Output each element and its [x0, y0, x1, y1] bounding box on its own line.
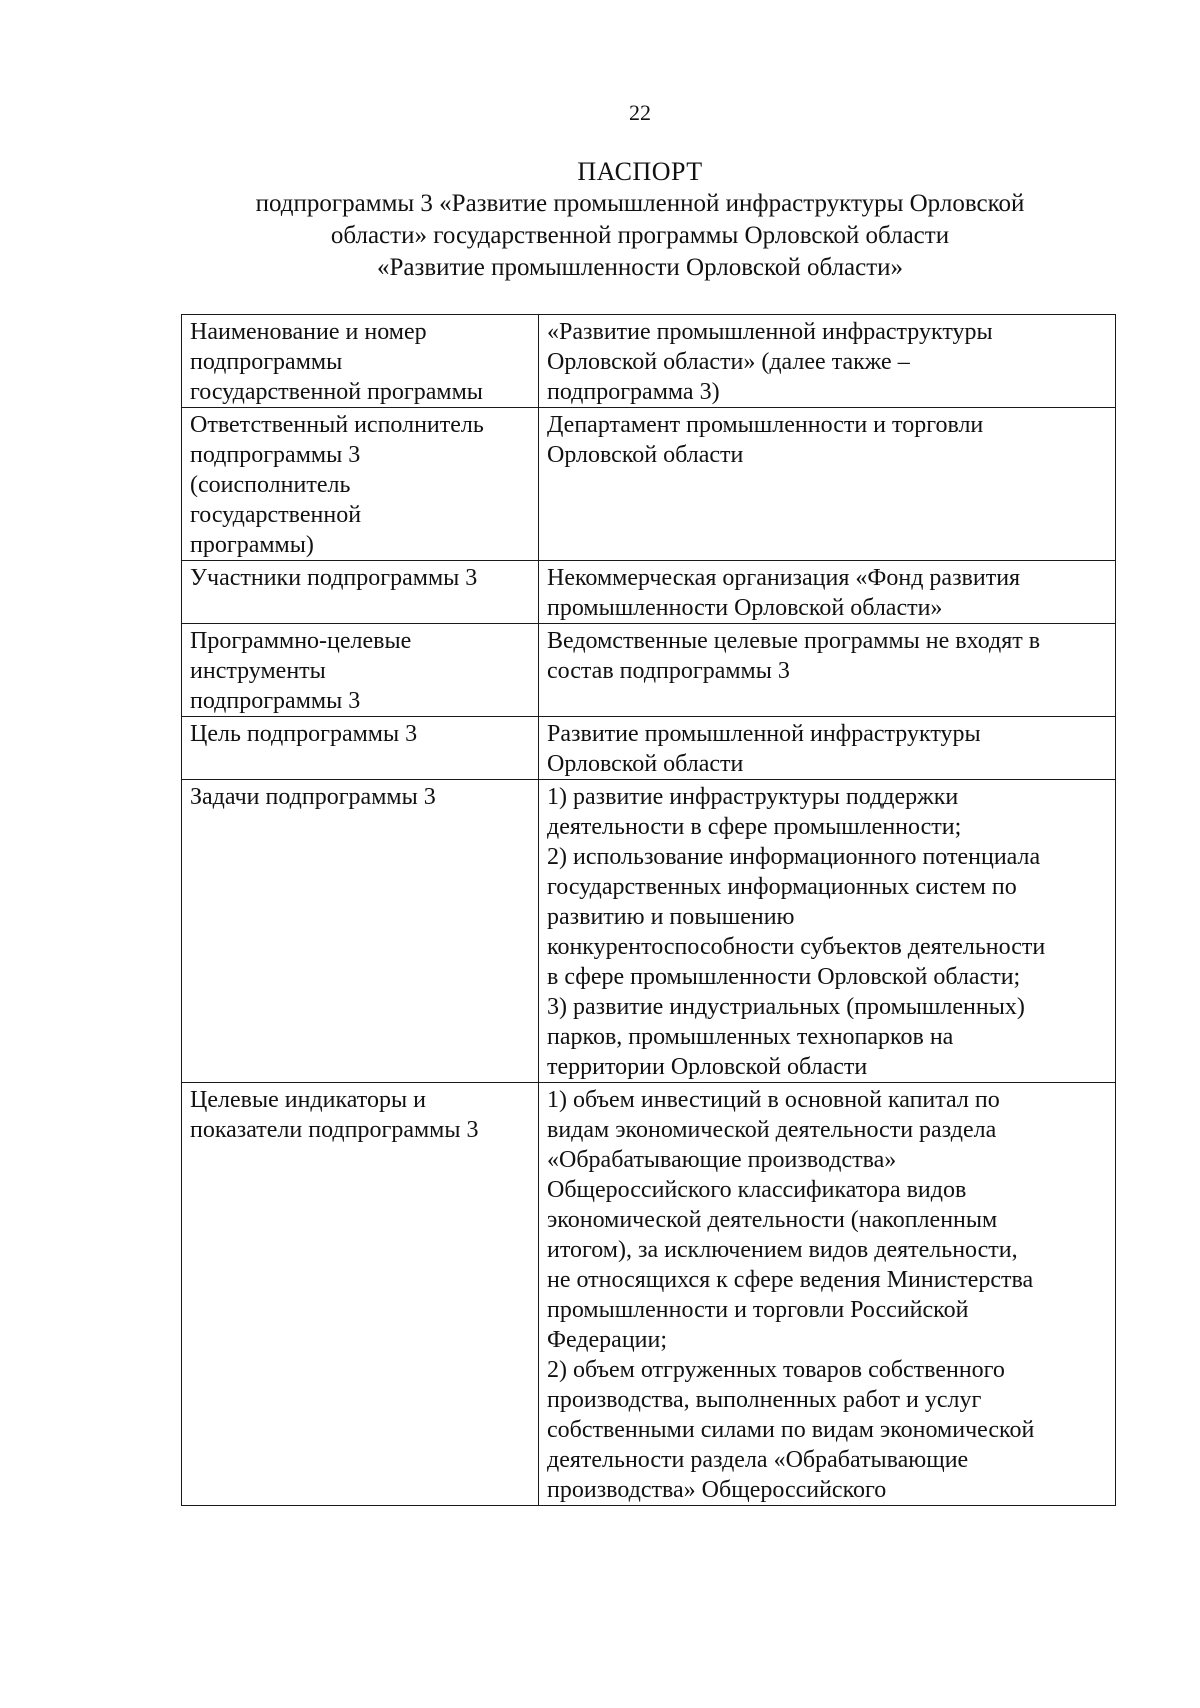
row-value-line: деятельности раздела «Обрабатывающие [547, 1447, 969, 1473]
row-value-line: 1) развитие инфраструктуры поддержки [547, 784, 959, 810]
document-subtitle-line: «Развитие промышленности Орловской области» [376, 254, 904, 281]
passport-row [182, 408, 1116, 561]
passport-row [182, 561, 1116, 624]
row-label-line: подпрограммы 3 [190, 688, 361, 714]
row-value-line: не относящихся к сфере ведения Министерства [547, 1267, 1034, 1293]
row-label-line: государственной программы [190, 379, 483, 405]
row-value-line: видам экономической деятельности раздела [547, 1117, 997, 1143]
row-value-line: промышленности и торговли Российской [547, 1297, 969, 1323]
row-label-line: Программно-целевые [190, 628, 412, 654]
row-label-cell [182, 1083, 539, 1506]
row-value-line: Департамент промышленности и торговли [547, 412, 984, 438]
row-label-cell [182, 624, 539, 717]
row-value-line: Орловской области» (далее также – [547, 349, 910, 375]
row-label-line: Цель подпрограммы 3 [190, 721, 418, 747]
row-value-cell [539, 780, 1116, 1083]
row-label-line: (соисполнитель [190, 472, 351, 498]
row-label-cell [182, 315, 539, 408]
row-value-line: государственных информационных систем по [547, 874, 1017, 900]
row-label-cell [182, 561, 539, 624]
row-label-line: подпрограммы [190, 349, 343, 375]
row-value-line: Некоммерческая организация «Фонд развития [547, 565, 1021, 591]
row-value-line: «Обрабатывающие производства» [547, 1147, 897, 1173]
row-value-line: 2) использование информационного потенциала [547, 844, 1041, 870]
row-value-line: итогом), за исключением видов деятельности, [547, 1237, 1018, 1263]
row-value-line: подпрограмма 3) [547, 379, 720, 405]
row-value-line: производства» Общероссийского [547, 1477, 887, 1503]
row-label-line: подпрограммы 3 [190, 442, 361, 468]
passport-row [182, 717, 1116, 780]
row-label-cell [182, 717, 539, 780]
document-subtitle-line: области» государственной программы Орловской области [330, 222, 950, 249]
row-value-line: производства, выполненных работ и услуг [547, 1387, 982, 1413]
row-label-cell [182, 780, 539, 1083]
row-value-cell [539, 315, 1116, 408]
passport-row [182, 1083, 1116, 1506]
document-title: ПАСПОРТ [577, 157, 703, 186]
row-label-line: Задачи подпрограммы 3 [190, 784, 436, 810]
row-value-line: Орловской области [547, 442, 744, 468]
row-value-line: в сфере промышленности Орловской области; [547, 964, 1021, 990]
row-value-cell [539, 1083, 1116, 1506]
row-label-line: Ответственный исполнитель [190, 412, 484, 438]
row-label-line: показатели подпрограммы 3 [190, 1117, 479, 1143]
document-heading [130, 156, 1150, 284]
passport-row [182, 624, 1116, 717]
row-label-line: программы) [190, 532, 314, 558]
row-value-line: парков, промышленных технопарков на [547, 1024, 954, 1050]
passport-table-body [182, 315, 1116, 1506]
row-value-line: конкурентоспособности субъектов деятельности [547, 934, 1046, 960]
row-value-line: «Развитие промышленной инфраструктуры [547, 319, 993, 345]
row-value-line: Общероссийского классификатора видов [547, 1177, 967, 1203]
row-value-cell [539, 717, 1116, 780]
row-value-line: состав подпрограммы 3 [547, 658, 790, 684]
row-value-line: Ведомственные целевые программы не входят в [547, 628, 1041, 654]
page-number: 22 [629, 100, 651, 125]
row-value-line: Орловской области [547, 751, 744, 777]
row-value-line: 3) развитие индустриальных (промышленных) [547, 994, 1025, 1020]
row-value-line: 2) объем отгруженных товаров собственного [547, 1357, 1005, 1383]
row-value-line: собственными силами по видам экономической [547, 1417, 1035, 1443]
passport-row [182, 315, 1116, 408]
row-label-cell [182, 408, 539, 561]
row-label-line: Участники подпрограммы 3 [190, 565, 478, 591]
row-value-cell [539, 408, 1116, 561]
row-value-cell [539, 624, 1116, 717]
row-value-line: Развитие промышленной инфраструктуры [547, 721, 981, 747]
row-label-line: Наименование и номер [190, 319, 427, 345]
row-label-line: Целевые индикаторы и [190, 1087, 426, 1113]
row-value-line: Федерации; [547, 1327, 668, 1353]
row-value-line: территории Орловской области [547, 1054, 868, 1080]
row-value-cell [539, 561, 1116, 624]
row-value-line: промышленности Орловской области» [547, 595, 943, 621]
passport-row [182, 780, 1116, 1083]
passport-table [181, 314, 1116, 1506]
document-subtitle-line: подпрограммы 3 «Развитие промышленной инфраструктуры Орловской [255, 190, 1025, 217]
row-value-line: 1) объем инвестиций в основной капитал по [547, 1087, 1000, 1113]
row-label-line: государственной [190, 502, 362, 528]
row-value-line: деятельности в сфере промышленности; [547, 814, 962, 840]
row-value-line: развитию и повышению [547, 904, 795, 930]
row-label-line: инструменты [190, 658, 326, 684]
row-value-line: экономической деятельности (накопленным [547, 1207, 998, 1233]
